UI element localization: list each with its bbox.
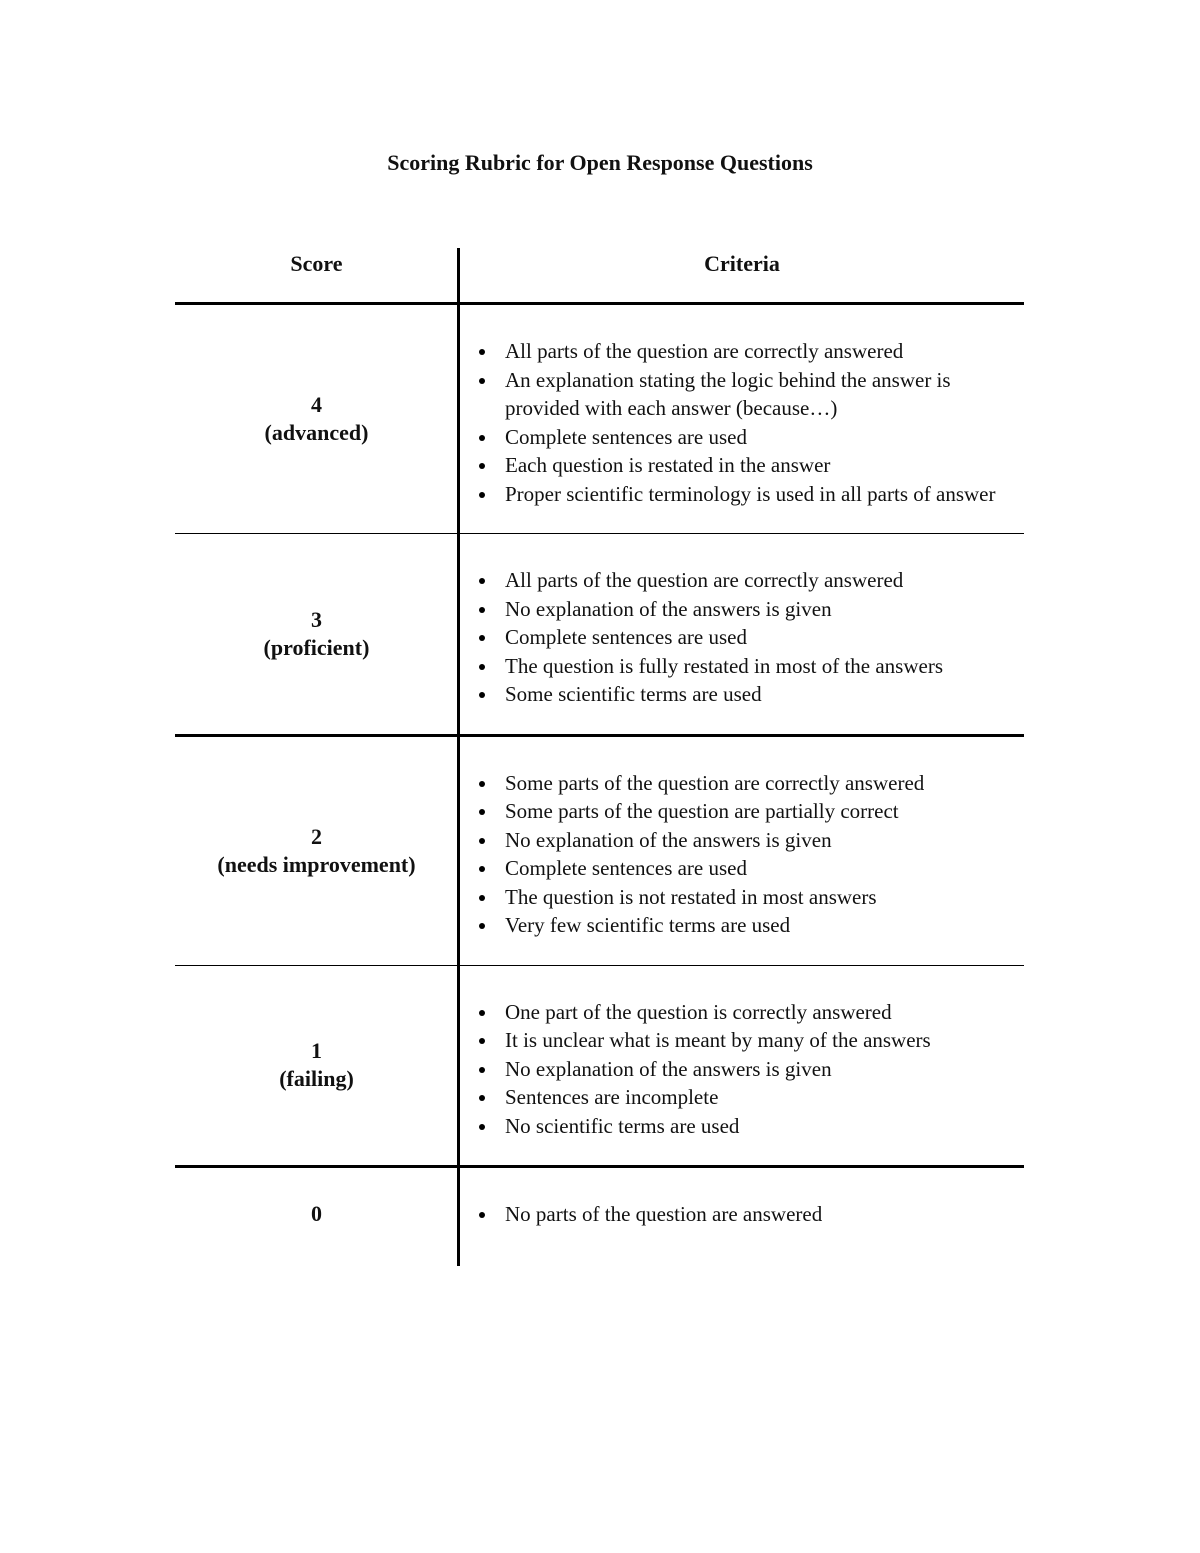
score-column-header: Score xyxy=(290,251,343,276)
criteria-item: One part of the question is correctly answered xyxy=(460,998,1024,1027)
criteria-item: The question is not restated in most answers xyxy=(460,883,1024,912)
criteria-cell xyxy=(460,966,1024,1166)
criteria-item: No scientific terms are used xyxy=(460,1112,1024,1141)
criteria-item: No explanation of the answers is given xyxy=(460,595,1024,624)
score-value: 4 xyxy=(311,392,322,417)
score-label: (advanced) xyxy=(264,420,369,445)
criteria-item: No explanation of the answers is given xyxy=(460,826,1024,855)
criteria-item: The question is fully restated in most of the answers xyxy=(460,652,1024,681)
criteria-cell xyxy=(460,737,1024,965)
score-label: (proficient) xyxy=(263,634,370,660)
criteria-item: No explanation of the answers is given xyxy=(460,1055,1024,1084)
criteria-item: Sentences are incomplete xyxy=(460,1083,1024,1112)
criteria-item: Some parts of the question are correctly answered xyxy=(460,769,1024,798)
criteria-cell xyxy=(460,534,1024,734)
criteria-list xyxy=(460,1200,1024,1229)
criteria-item: Very few scientific terms are used xyxy=(460,911,1024,940)
page-title: Scoring Rubric for Open Response Questions xyxy=(387,150,813,175)
criteria-item: Complete sentences are used xyxy=(460,423,1024,452)
score-cell xyxy=(175,1168,458,1228)
rubric-row-1 xyxy=(175,966,1024,1169)
score-cell xyxy=(175,737,458,965)
criteria-item: It is unclear what is meant by many of the answers xyxy=(460,1026,1024,1055)
criteria-item: All parts of the question are correctly answered xyxy=(460,566,1024,595)
criteria-item: An explanation stating the logic behind the answer is provided with each answer (because…) xyxy=(460,366,1024,423)
criteria-cell xyxy=(460,1168,1024,1254)
score-cell xyxy=(175,534,458,734)
score-label: (failing) xyxy=(279,1066,354,1092)
criteria-item: Some scientific terms are used xyxy=(460,680,1024,709)
score-value: 0 xyxy=(311,1201,322,1226)
score-cell xyxy=(175,305,458,533)
criteria-item: Complete sentences are used xyxy=(460,854,1024,883)
criteria-item: Complete sentences are used xyxy=(460,623,1024,652)
rubric-row-4 xyxy=(175,305,1024,534)
criteria-list xyxy=(460,769,1024,940)
rubric-table xyxy=(175,248,1024,1254)
score-value: 2 xyxy=(311,823,322,849)
score-value: 3 xyxy=(311,606,322,632)
criteria-column-header: Criteria xyxy=(704,251,780,276)
score-label: (needs improvement) xyxy=(217,851,416,877)
rubric-row-2 xyxy=(175,737,1024,966)
rubric-row-0 xyxy=(175,1168,1024,1254)
criteria-cell xyxy=(460,305,1024,533)
criteria-list xyxy=(460,337,1024,508)
criteria-item: Some parts of the question are partially correct xyxy=(460,797,1024,826)
criteria-item: Proper scientific terminology is used in all parts of answer xyxy=(460,480,1024,509)
criteria-item: Each question is restated in the answer xyxy=(460,451,1024,480)
rubric-row-3 xyxy=(175,534,1024,737)
criteria-item: No parts of the question are answered xyxy=(460,1200,1024,1229)
score-value: 1 xyxy=(311,1038,322,1064)
table-header xyxy=(175,248,1024,305)
score-cell xyxy=(175,966,458,1166)
criteria-list xyxy=(460,566,1024,709)
criteria-item: All parts of the question are correctly answered xyxy=(460,337,1024,366)
criteria-list xyxy=(460,998,1024,1141)
